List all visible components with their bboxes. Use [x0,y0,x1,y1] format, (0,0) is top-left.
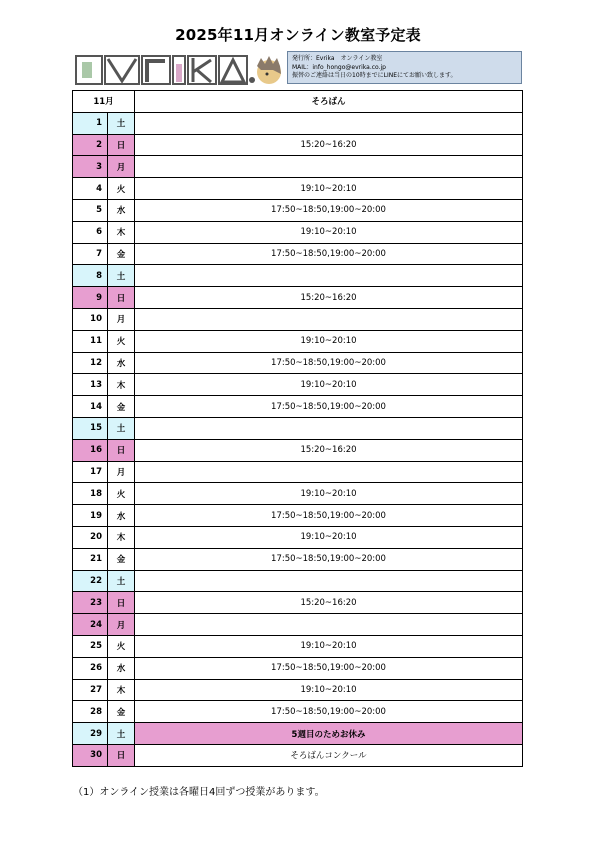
day-number: 2 [73,134,108,156]
lesson-time: 19:10~20:10 [135,679,523,701]
table-row [73,439,523,461]
lesson-time: 19:10~20:10 [135,374,523,396]
table-row [73,505,523,527]
table-row [73,178,523,200]
weekday: 水 [108,199,135,221]
lesson-time: 17:50~18:50,19:00~20:00 [135,701,523,723]
table-row [73,352,523,374]
day-number: 17 [73,461,108,483]
weekday: 土 [108,723,135,745]
table-row [73,526,523,548]
day-number: 19 [73,505,108,527]
weekday: 月 [108,461,135,483]
day-number: 21 [73,548,108,570]
weekday: 日 [108,134,135,156]
lesson-time: 5週目のためお休み [135,723,523,745]
publisher-line: 発行所：Evrika オンライン教室 [292,55,383,62]
lesson-time: 19:10~20:10 [135,483,523,505]
day-number: 27 [73,679,108,701]
weekday: 金 [108,243,135,265]
table-row [73,614,523,636]
table-row [73,396,523,418]
schedule-table [72,90,523,767]
page-title: 2025年11月オンライン教室予定表 [175,26,421,44]
lesson-time [135,112,523,134]
table-row [73,265,523,287]
day-number: 30 [73,744,108,766]
weekday: 火 [108,483,135,505]
lesson-time: 17:50~18:50,19:00~20:00 [135,548,523,570]
table-row [73,134,523,156]
table-header-row [73,91,523,113]
lesson-time: 19:10~20:10 [135,330,523,352]
lesson-time [135,570,523,592]
lesson-time: 19:10~20:10 [135,221,523,243]
table-row [73,199,523,221]
day-number: 7 [73,243,108,265]
table-row [73,417,523,439]
weekday: 月 [108,614,135,636]
table-row [73,330,523,352]
lesson-time: 15:20~16:20 [135,134,523,156]
weekday: 木 [108,221,135,243]
day-number: 24 [73,614,108,636]
weekday: 土 [108,417,135,439]
day-number: 25 [73,635,108,657]
table-row [73,461,523,483]
lesson-time: 17:50~18:50,19:00~20:00 [135,243,523,265]
day-number: 15 [73,417,108,439]
lesson-time [135,417,523,439]
day-number: 8 [73,265,108,287]
header-subject: そろばん [135,91,523,113]
day-number: 29 [73,723,108,745]
weekday: 金 [108,396,135,418]
lesson-time: 15:20~16:20 [135,287,523,309]
table-row [73,308,523,330]
day-number: 9 [73,287,108,309]
table-row [73,592,523,614]
weekday: 土 [108,570,135,592]
lesson-time: そろばんコンクール [135,744,523,766]
table-row [73,287,523,309]
weekday: 水 [108,505,135,527]
table-row [73,635,523,657]
weekday: 月 [108,156,135,178]
lesson-time: 19:10~20:10 [135,635,523,657]
lesson-time [135,308,523,330]
weekday: 日 [108,439,135,461]
day-number: 1 [73,112,108,134]
day-number: 23 [73,592,108,614]
day-number: 18 [73,483,108,505]
table-row [73,744,523,766]
day-number: 5 [73,199,108,221]
weekday: 木 [108,526,135,548]
weekday: 水 [108,352,135,374]
lesson-time: 19:10~20:10 [135,178,523,200]
weekday: 月 [108,308,135,330]
weekday: 土 [108,265,135,287]
lesson-time: 15:20~16:20 [135,439,523,461]
table-row [73,570,523,592]
table-row [73,221,523,243]
lesson-time [135,265,523,287]
email-line: MAIL：info_hongo@evrika.co.jp [292,63,386,71]
weekday: 木 [108,679,135,701]
day-number: 28 [73,701,108,723]
day-number: 10 [73,308,108,330]
day-number: 4 [73,178,108,200]
table-row [73,483,523,505]
lesson-time: 19:10~20:10 [135,526,523,548]
lesson-time: 15:20~16:20 [135,592,523,614]
weekday: 木 [108,374,135,396]
lesson-time [135,156,523,178]
footnote: （1）オンライン授業は各曜日4回ずつ授業があります。 [73,787,325,798]
day-number: 11 [73,330,108,352]
day-number: 3 [73,156,108,178]
lesson-time [135,461,523,483]
day-number: 14 [73,396,108,418]
day-number: 12 [73,352,108,374]
weekday: 金 [108,548,135,570]
table-row [73,679,523,701]
weekday: 日 [108,744,135,766]
table-row [73,374,523,396]
table-row [73,112,523,134]
lesson-time [135,614,523,636]
weekday: 火 [108,178,135,200]
weekday: 土 [108,112,135,134]
table-row [73,156,523,178]
lesson-time: 17:50~18:50,19:00~20:00 [135,199,523,221]
evrika-logo [73,52,283,88]
lesson-time: 17:50~18:50,19:00~20:00 [135,396,523,418]
day-number: 16 [73,439,108,461]
table-row [73,701,523,723]
table-row [73,657,523,679]
weekday: 金 [108,701,135,723]
table-row [73,723,523,745]
weekday: 日 [108,592,135,614]
table-row [73,243,523,265]
weekday: 日 [108,287,135,309]
day-number: 22 [73,570,108,592]
lesson-time: 17:50~18:50,19:00~20:00 [135,657,523,679]
day-number: 13 [73,374,108,396]
day-number: 26 [73,657,108,679]
notice-line: 振替のご連絡は当日の10時までにLINEにてお願い致します。 [292,72,457,79]
publisher-info-box [287,51,522,84]
weekday: 火 [108,635,135,657]
table-row [73,548,523,570]
weekday: 火 [108,330,135,352]
day-number: 20 [73,526,108,548]
header-month: 11月 [73,91,135,113]
weekday: 水 [108,657,135,679]
day-number: 6 [73,221,108,243]
lesson-time: 17:50~18:50,19:00~20:00 [135,505,523,527]
lesson-time: 17:50~18:50,19:00~20:00 [135,352,523,374]
